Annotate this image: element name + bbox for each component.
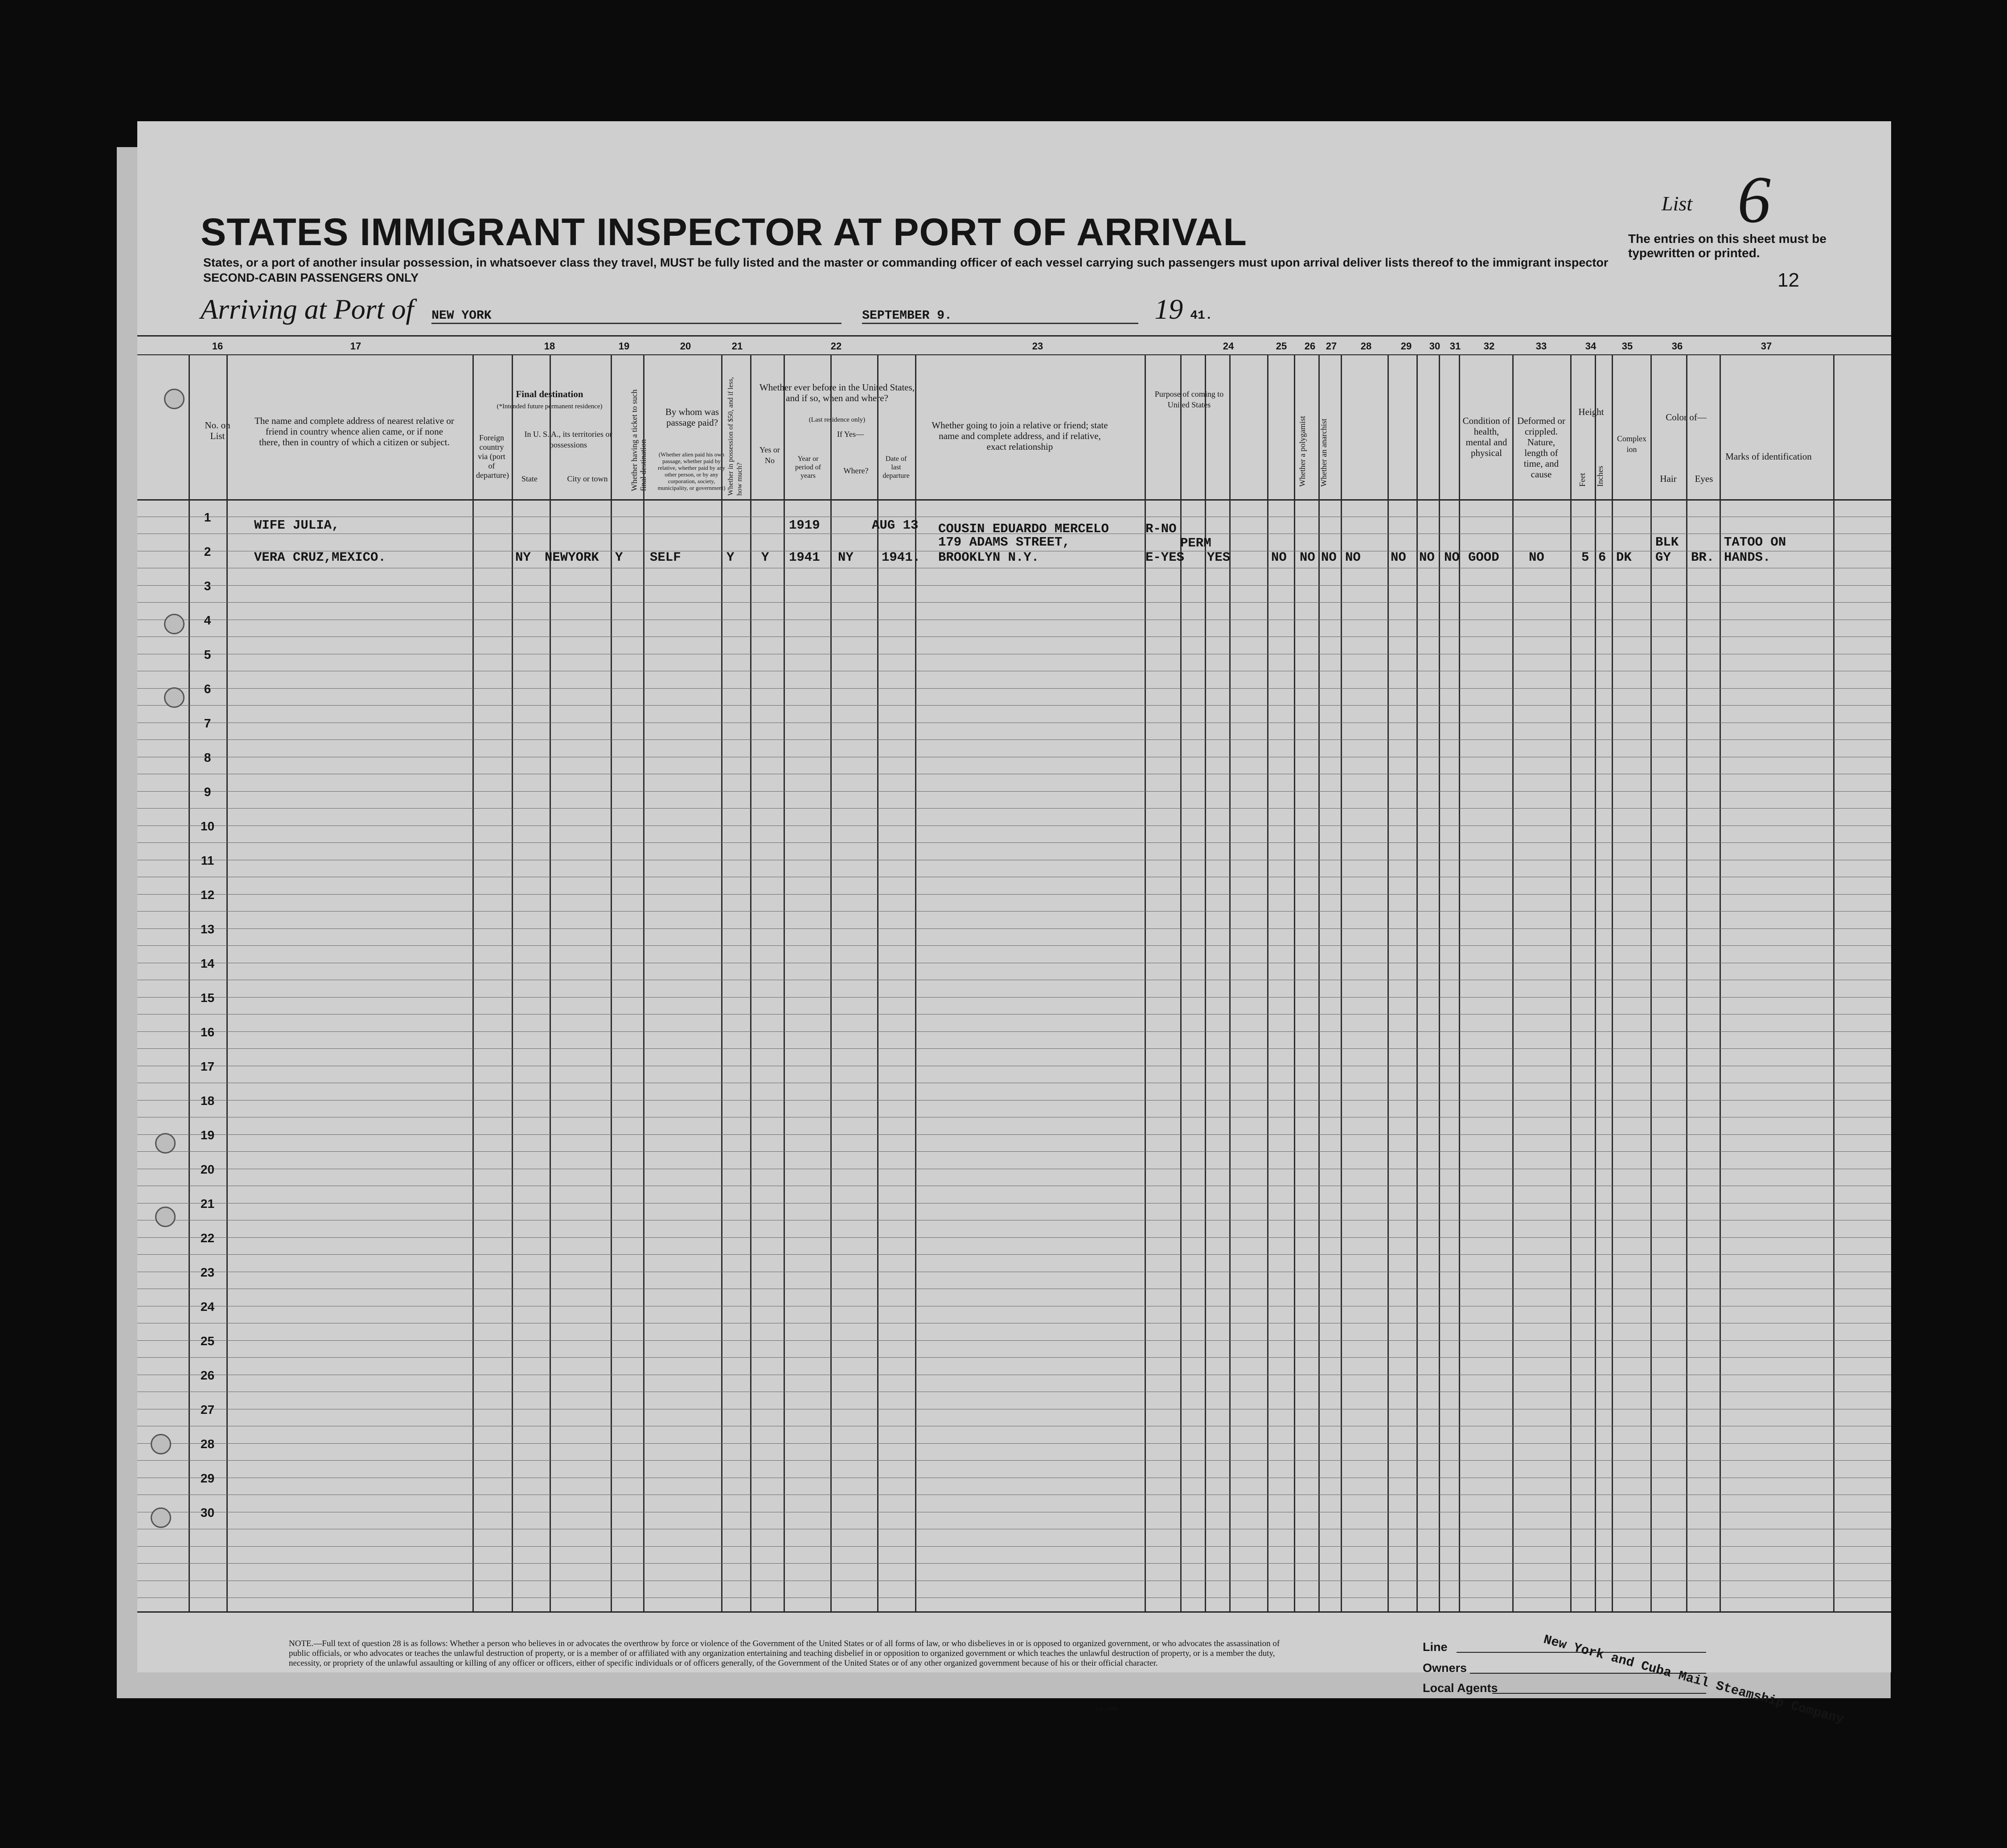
row-number: 28	[200, 1437, 215, 1451]
entry-q29: NO	[1391, 550, 1406, 565]
entry-purpose1: R-NO	[1145, 522, 1177, 536]
header-relative: The name and complete address of nearest relative or friend in country whence alien came, or if none there, then in country of which a citizen or subject.	[254, 415, 454, 448]
col-number-18: 18	[544, 341, 555, 352]
row-number: 16	[200, 1025, 215, 1039]
row-number: 2	[204, 545, 211, 559]
manifest-sheet	[137, 121, 1891, 1727]
header-ticket: Whether having a ticket to such final destination	[630, 389, 648, 491]
col-number-30: 30	[1429, 341, 1441, 352]
entry-marks2: HANDS.	[1724, 550, 1771, 565]
header-anarchist: Whether an anarchist	[1319, 419, 1328, 487]
header-final-destination-note: (*Intended future permanent residence)	[497, 403, 603, 410]
line-label: Line	[1423, 1640, 1448, 1654]
col-number-36: 36	[1671, 341, 1683, 352]
row-number: 20	[200, 1162, 215, 1176]
header-before-note: (Last residence only)	[809, 416, 866, 423]
row-number: 27	[200, 1403, 215, 1417]
entry-marks1: TATOO ON	[1724, 535, 1786, 550]
grid-column-rule	[1459, 354, 1460, 1611]
row-number: 13	[200, 922, 215, 936]
grid-column-rule	[1650, 354, 1652, 1611]
grid-row-rule	[137, 585, 1891, 586]
row-number: 30	[200, 1506, 215, 1519]
grid-row-rule	[137, 1460, 1891, 1461]
header-where: Where?	[843, 466, 869, 475]
entry-join-line2: 179 ADAMS STREET,	[938, 535, 1070, 550]
header-yes-no: Yes or No	[759, 445, 780, 465]
row-number: 14	[200, 957, 215, 970]
footnote-question-28: NOTE.—Full text of question 28 is as follows: Whether a person who believes in or advocates the overthrow by force or violence of the Government of the United States or of all forms of law, or who disbelieves in or is opposed to organized government, or who advocates the assassination of public officials, or who advocates or teaches the unlawful destruction of property, or is a member of or affiliated with any organization entertaining and teaching disbelief in or opposition to organized government or which teaches the unlawful destruction of property, or is a member the duty, necessity, or propriety of the unlawful assaulting or killing of any officer or officers, either of specific individuals or of officers generally, of the Government of the United States or of any other organized government because of his or their official character.	[289, 1639, 1280, 1668]
grid-row-rule	[137, 808, 1891, 809]
arriving-label: Arriving at Port of	[201, 293, 414, 325]
grid-column-rule	[750, 354, 751, 1611]
grid-row-rule	[137, 1443, 1891, 1444]
grid-column-rule	[1387, 354, 1389, 1611]
arrival-date: SEPTEMBER 9.	[862, 309, 1138, 324]
grid-column-rule	[1229, 354, 1231, 1611]
grid-column-rule	[512, 354, 513, 1611]
owners-label: Owners	[1423, 1661, 1467, 1675]
col-number-31: 31	[1449, 341, 1461, 352]
header-date-last: Date of last departure	[882, 455, 910, 480]
binder-hole-6	[151, 1434, 171, 1454]
col-number-27: 27	[1326, 341, 1337, 352]
entry-money: Y	[726, 550, 735, 565]
col-number-28: 28	[1360, 341, 1372, 352]
binder-hole-5	[155, 1207, 176, 1227]
entry-where: NY	[838, 550, 854, 565]
col-number-25: 25	[1276, 341, 1287, 352]
entry-inches: 6	[1598, 550, 1606, 565]
row-number: 21	[200, 1197, 215, 1211]
grid-column-rule	[643, 354, 644, 1611]
binder-hole-7	[151, 1507, 171, 1528]
row-number: 1	[204, 510, 211, 524]
grid-row-rule	[137, 825, 1891, 826]
grid-row-rule	[137, 911, 1891, 912]
grid-column-rule	[1595, 354, 1596, 1611]
entry-hair2: GY	[1655, 550, 1671, 565]
grid-row-rule	[137, 1031, 1891, 1032]
grid-row-rule	[137, 894, 1891, 895]
header-eyes: Eyes	[1695, 473, 1713, 484]
col-number-23: 23	[1032, 341, 1043, 352]
entry-q25: NO	[1271, 550, 1287, 565]
header-no-on-list: No. on List	[205, 420, 230, 441]
col-number-29: 29	[1400, 341, 1412, 352]
entry-complexion: DK	[1616, 550, 1632, 565]
grid-column-rule	[1439, 354, 1440, 1611]
entry-join-line1: COUSIN EDUARDO MERCELO	[938, 522, 1109, 536]
grid-row-rule	[137, 791, 1891, 792]
header-purpose: Purpose of coming to United States	[1154, 390, 1224, 409]
col-number-33: 33	[1535, 341, 1547, 352]
grid-row-rule	[137, 928, 1891, 929]
col-number-34: 34	[1585, 341, 1597, 352]
grid-row-rule	[137, 1134, 1891, 1135]
header-year-period: Year or period of years	[795, 455, 821, 480]
col-number-16: 16	[212, 341, 223, 352]
col-number-19: 19	[618, 341, 630, 352]
entry-city: NEWYORK	[545, 550, 599, 565]
top-rule	[137, 335, 1891, 337]
grid-column-rule	[189, 354, 190, 1611]
entry-q26: NO	[1300, 550, 1315, 565]
grid-column-rule	[1612, 354, 1613, 1611]
entry-before: Y	[761, 550, 769, 565]
grid-row-rule	[137, 602, 1891, 603]
table-bottom-rule	[137, 1611, 1891, 1613]
form-title: STATES IMMIGRANT INSPECTOR AT PORT OF ARRIVAL	[201, 211, 1247, 254]
grid-row-rule	[137, 1048, 1891, 1049]
row-number: 10	[200, 819, 215, 833]
grid-row-rule	[137, 945, 1891, 946]
header-polygamist: Whether a polygamist	[1298, 416, 1307, 487]
grid-row-rule	[137, 1100, 1891, 1101]
row-number: 9	[204, 785, 211, 799]
header-passage: By whom was passage paid?	[665, 407, 719, 428]
grid-row-rule	[137, 1563, 1891, 1564]
grid-row-rule	[137, 1357, 1891, 1358]
grid-row-rule	[137, 688, 1891, 689]
header-joining: Whether going to join a relative or friend; state name and complete address, and if relative, exact relationship	[932, 420, 1108, 452]
col-number-24: 24	[1223, 341, 1234, 352]
entry-q27: NO	[1321, 550, 1337, 565]
header-money: Whether in possession of $50, and if less, how much?	[727, 377, 743, 496]
entry-eyes: BR.	[1691, 550, 1715, 565]
entry-q30: NO	[1419, 550, 1435, 565]
entry-passage: SELF	[650, 550, 681, 565]
grid-row-rule	[137, 739, 1891, 740]
row-number: 12	[200, 888, 215, 902]
header-height: Height	[1578, 407, 1604, 417]
form-code: 14—480	[1096, 1706, 1117, 1712]
header-health: Condition of health, mental and physical	[1462, 415, 1510, 458]
header-marks: Marks of identification	[1725, 451, 1812, 462]
binder-hole-1	[164, 389, 185, 409]
page-number: 12	[1777, 269, 1799, 291]
entry-q31: NO	[1444, 550, 1460, 565]
col-number-22: 22	[830, 341, 842, 352]
row-number: 11	[201, 854, 214, 867]
header-foreign-country: Foreign country via (port of departure)	[476, 433, 509, 480]
entry-state: NY	[515, 550, 531, 565]
entry-health: GOOD	[1468, 550, 1499, 565]
grid-column-rule	[1512, 354, 1514, 1611]
binder-hole-4	[155, 1133, 176, 1154]
grid-row-rule	[137, 1546, 1891, 1547]
list-label: List	[1662, 192, 1693, 215]
grid-column-rule	[550, 354, 551, 1611]
header-in-usa: In U. S. A., its territories or possessions	[524, 430, 612, 449]
typewritten-instruction: The entries on this sheet must be typewritten or printed.	[1628, 232, 1826, 260]
row-number: 18	[200, 1094, 215, 1108]
entry-length: PERM	[1180, 536, 1211, 550]
grid-row-rule	[137, 1151, 1891, 1152]
row-number: 17	[200, 1060, 215, 1073]
row-number: 7	[204, 716, 211, 730]
subtitle-line1: States, or a port of another insular possession, in whatsoever class they travel, MUST be fully listed and the master or commanding officer of each vessel carrying such passengers must upon arrival deliver lists thereof to the immigrant inspector	[203, 256, 1609, 269]
entry-ticket: Y	[615, 550, 623, 565]
year-prefix: 19	[1154, 293, 1183, 325]
grid-column-rule	[1686, 354, 1687, 1611]
agents-field-rule	[1492, 1693, 1706, 1694]
row-number: 23	[200, 1265, 215, 1279]
entry-relative-line2: VERA CRUZ,MEXICO.	[254, 550, 386, 565]
header-bottom-rule	[137, 499, 1891, 501]
row-number: 26	[200, 1368, 215, 1382]
grid-column-rule	[1267, 354, 1268, 1611]
entry-relative-line1: WIFE JULIA,	[254, 518, 340, 533]
list-number: 6	[1737, 163, 1771, 237]
entry-join-line3: BROOKLYN N.Y.	[938, 550, 1039, 565]
grid-column-rule	[1341, 354, 1342, 1611]
row-number: 19	[200, 1128, 215, 1142]
subtitle-line2: SECOND-CABIN PASSENGERS ONLY	[203, 271, 419, 284]
col-number-37: 37	[1761, 341, 1772, 352]
row-number: 22	[200, 1231, 215, 1245]
row-number: 15	[200, 991, 215, 1005]
header-inches: Inches	[1596, 466, 1605, 487]
row-number: 3	[204, 579, 211, 593]
grid-row-rule	[137, 1597, 1891, 1598]
col-number-20: 20	[680, 341, 691, 352]
entry-citizen: YES	[1207, 550, 1231, 565]
grid-row-rule	[137, 997, 1891, 998]
binder-hole-2	[164, 614, 185, 634]
row-number: 5	[204, 648, 211, 661]
grid-column-rule	[226, 354, 228, 1611]
row-number: 4	[204, 613, 211, 627]
year-suffix: 41.	[1190, 309, 1213, 323]
header-passage-note: (Whether alien paid his own passage, whether paid by relative, whether paid by any other person, or by any corporation, society, municipality, or government)	[657, 451, 726, 491]
binder-hole-3	[164, 687, 185, 708]
entry-date1: AUG 13	[872, 518, 919, 533]
header-feet: Feet	[1578, 473, 1587, 487]
grid-column-rule	[784, 354, 785, 1611]
entry-q28: NO	[1345, 550, 1361, 565]
col-number-26: 26	[1304, 341, 1316, 352]
row-number: 8	[204, 751, 211, 764]
row-number: 6	[204, 682, 211, 696]
header-city: City or town	[567, 474, 608, 483]
form-subtitle	[203, 255, 1608, 285]
entry-date2: 1941.	[882, 550, 921, 565]
grid-column-rule	[1720, 354, 1721, 1611]
grid-column-rule	[830, 354, 832, 1611]
entry-purpose2: E-YES	[1145, 550, 1185, 565]
grid-column-rule	[721, 354, 722, 1611]
grid-row-rule	[137, 842, 1891, 843]
grid-row-rule	[137, 1237, 1891, 1238]
grid-column-rule	[1416, 354, 1418, 1611]
entry-year2: 1941	[789, 550, 820, 565]
grid-column-rule	[877, 354, 878, 1611]
steamship-company-stamp: New York and Cuba Mail Steamship Company	[1542, 1632, 1846, 1727]
row-number: 29	[200, 1471, 215, 1485]
col-number-32: 32	[1483, 341, 1495, 352]
entry-year1: 1919	[789, 518, 820, 533]
grid-column-rule	[915, 354, 916, 1611]
grid-row-rule	[137, 1340, 1891, 1341]
grid-column-rule	[1294, 354, 1295, 1611]
entry-hair1: BLK	[1655, 535, 1679, 550]
header-state: State	[521, 474, 538, 483]
col-number-17: 17	[350, 341, 361, 352]
entry-deformed: NO	[1529, 550, 1544, 565]
grid-column-rule	[1318, 354, 1320, 1611]
arriving-line	[201, 293, 1213, 326]
header-if-yes: If Yes—	[837, 430, 864, 439]
grid-column-rule	[1145, 354, 1146, 1611]
grid-row-rule	[137, 705, 1891, 706]
header-color-of: Color of—	[1666, 412, 1707, 423]
port-of-arrival: NEW YORK	[431, 309, 841, 324]
row-number: 24	[200, 1300, 215, 1314]
col-number-35: 35	[1621, 341, 1633, 352]
col-number-21: 21	[731, 341, 743, 352]
colnum-rule	[137, 354, 1891, 355]
header-hair: Hair	[1660, 473, 1677, 484]
header-deformed: Deformed or crippled. Nature, length of time, and cause	[1517, 415, 1565, 480]
grid-row-rule	[137, 1254, 1891, 1255]
grid-column-rule	[1570, 354, 1572, 1611]
entry-feet: 5	[1581, 550, 1589, 565]
header-final-destination: Final destination	[516, 389, 583, 399]
grid-column-rule	[472, 354, 474, 1611]
grid-column-rule	[611, 354, 612, 1611]
grid-column-rule	[1833, 354, 1835, 1611]
header-complexion: Complexion	[1617, 434, 1646, 454]
row-number: 25	[200, 1334, 215, 1348]
local-agents-label: Local Agents	[1423, 1681, 1498, 1695]
header-before-us: Whether ever before in the United States, and if so, when and where?	[759, 382, 915, 403]
